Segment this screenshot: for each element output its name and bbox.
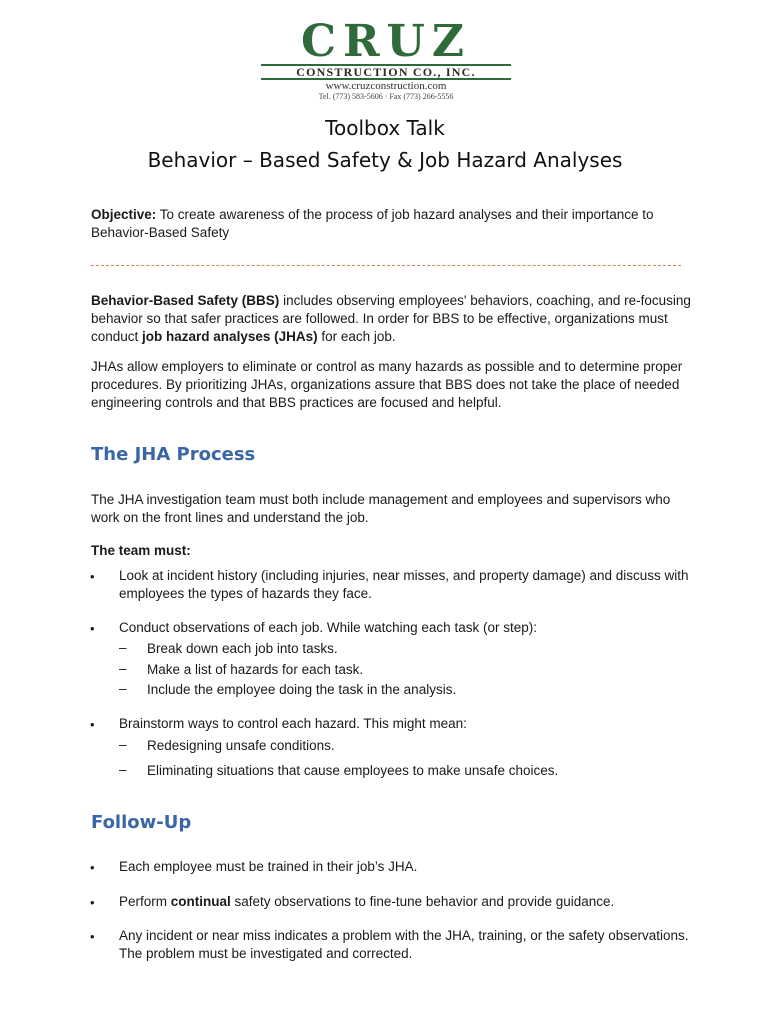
bullet-glyph: •	[90, 621, 95, 636]
bbs-text-b: for each job.	[317, 329, 396, 344]
bbs-term: Behavior-Based Safety (BBS)	[91, 293, 280, 308]
sub-list-item: Break down each job into tasks.	[147, 641, 338, 656]
jha-process-intro: The JHA investigation team must both include management and employees and supervisors who work on the front lines and understand the job.	[91, 492, 671, 525]
list-item: Brainstorm ways to control each hazard. This might mean:	[119, 716, 467, 731]
bullet-glyph: •	[90, 929, 95, 944]
follow-up-heading: Follow-Up	[91, 812, 192, 833]
bullet-glyph: •	[90, 717, 95, 732]
bbs-text-a: includes observing employees' behaviors, coaching, and re-focusing behavior so that safer practices are followed. In order for BBS to be effective, organizations must conduct	[91, 293, 691, 344]
dash-glyph: –	[119, 661, 127, 676]
objective-label: Objective:	[91, 207, 157, 222]
logo-wordmark: CRUZ	[300, 16, 472, 67]
page-subtitle: Behavior – Based Safety & Job Hazard Analyses	[147, 148, 623, 172]
list-item: Look at incident history (including injuries, near misses, and property damage) and discuss with employees the types of hazards they face.	[119, 568, 689, 601]
jha-paragraph: JHAs allow employers to eliminate or control as many hazards as possible and to determine proper procedures. By prioritizing JHAs, organizations assure that BBS does not take the place of needed engineering controls and that BBS practices are focused and helpful.	[91, 359, 683, 410]
jha-process-heading: The JHA Process	[91, 444, 256, 465]
list-item: Conduct observations of each job. While watching each task (or step):	[119, 620, 537, 635]
bbs-paragraph	[91, 292, 691, 346]
dash-glyph: –	[119, 762, 127, 777]
objective-text: To create awareness of the process of job hazard analyses and their importance to Behavior-Based Safety	[91, 207, 654, 240]
item2-text-b: safety observations to fine-tune behavior and provide guidance.	[230, 894, 615, 909]
bullet-glyph: •	[90, 895, 95, 910]
list-item	[119, 893, 689, 911]
logo-company-name: CONSTRUCTION CO., INC.	[261, 64, 511, 80]
sub-list-item: Make a list of hazards for each task.	[147, 662, 364, 677]
sub-list-item: Redesigning unsafe conditions.	[147, 738, 335, 753]
logo-website: www.cruzconstruction.com	[325, 80, 447, 92]
logo-phone: Tel. (773) 583-5606 · Fax (773) 266-5556	[318, 92, 454, 101]
bullet-glyph: •	[90, 860, 95, 875]
bullet-glyph: •	[90, 569, 95, 584]
dash-glyph: –	[119, 640, 127, 655]
team-must-label: The team must:	[91, 543, 191, 558]
item2-bold: continual	[170, 894, 231, 909]
objective-paragraph	[91, 206, 691, 242]
list-item: Any incident or near miss indicates a problem with the JHA, training, or the safety observations. The problem must be investigated and corrected.	[119, 928, 689, 961]
section-divider	[91, 265, 681, 266]
sub-list-item: Eliminating situations that cause employees to make unsafe choices.	[147, 763, 559, 778]
page-title: Toolbox Talk	[325, 116, 445, 140]
jha-term: job hazard analyses (JHAs)	[142, 329, 318, 344]
company-logo	[255, 16, 517, 102]
sub-list-item: Include the employee doing the task in the analysis.	[147, 682, 457, 697]
dash-glyph: –	[119, 681, 127, 696]
item2-text-a: Perform	[119, 894, 171, 909]
dash-glyph: –	[119, 737, 127, 752]
list-item: Each employee must be trained in their job’s JHA.	[119, 859, 418, 874]
